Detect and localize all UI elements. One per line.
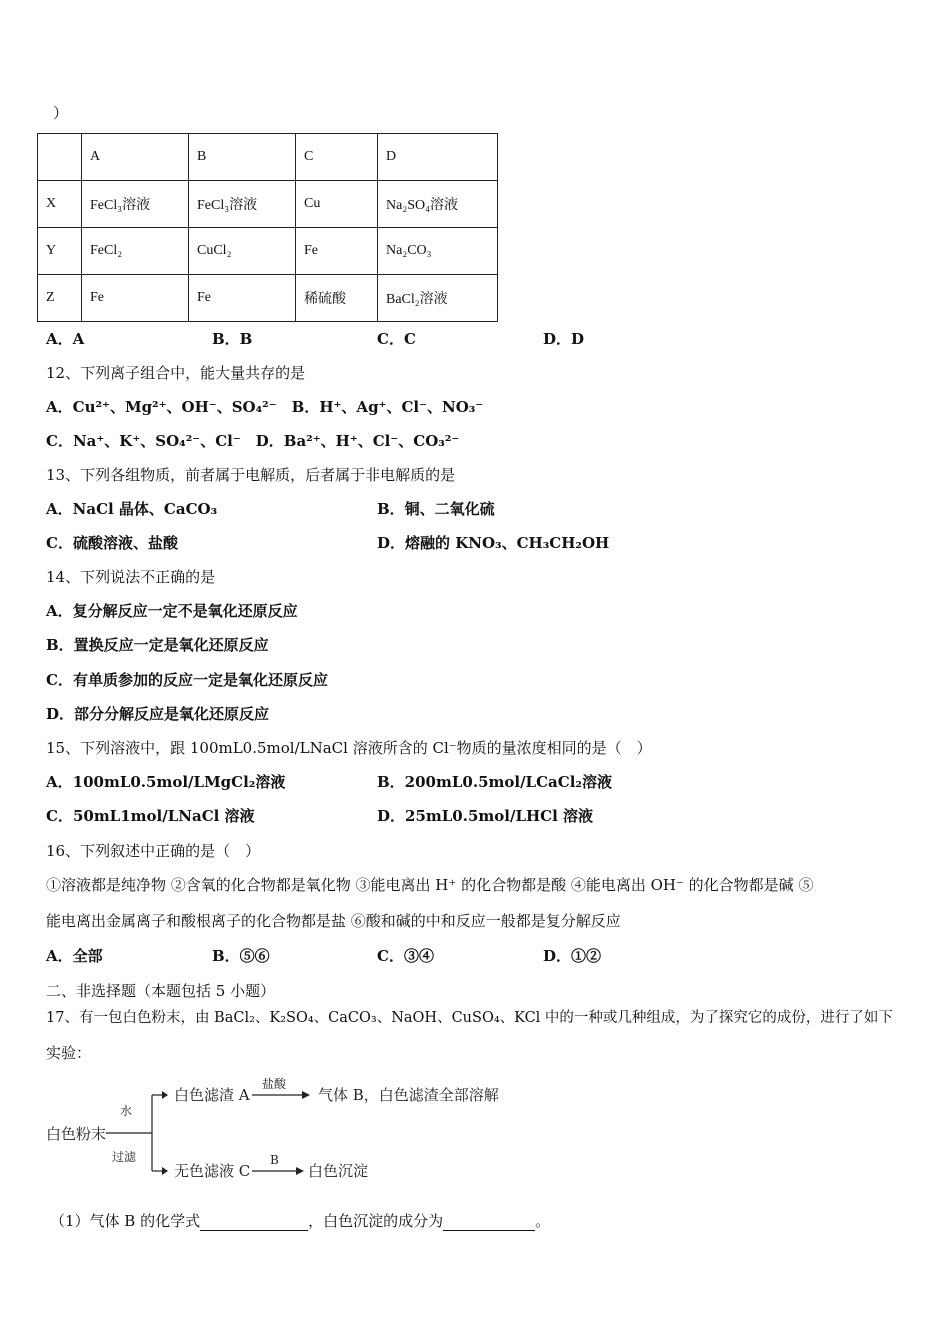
table-cell: BaCl₂溶液: [378, 275, 498, 322]
q15-option-c: C．50mL1mol/LNaCl 溶液: [46, 807, 255, 825]
answer-blank-gas-b[interactable]: [200, 1212, 308, 1231]
q15-stem: 15、下列溶液中，跟 100mL0.5mol/LNaCl 溶液所含的 Cl⁻物质的量浓度相同的是（ ）: [46, 739, 652, 757]
table-cell: Na₂CO₃: [378, 228, 498, 275]
table-row: [38, 275, 498, 322]
table-row: [38, 134, 498, 181]
answer-blank-precipitate[interactable]: [443, 1212, 535, 1231]
q14-option-c: C．有单质参加的反应一定是氧化还原反应: [46, 671, 328, 689]
q17-sub1-text-b: ，白色沉淀的成分为: [308, 1212, 444, 1230]
table-cell: Y: [38, 228, 82, 275]
diagram-hcl-label: 盐酸: [262, 1077, 287, 1091]
table-row: [38, 228, 498, 275]
diagram-upper-arrowhead: [162, 1091, 168, 1099]
q11-option-d: D．D: [543, 330, 585, 348]
table-cell: Fe: [189, 275, 296, 322]
diagram-hcl-arrowhead: [302, 1091, 310, 1099]
table-cell: Na₂SO₄溶液: [378, 181, 498, 228]
table-cell: B: [189, 134, 296, 181]
diagram-filter-label: 过滤: [112, 1150, 137, 1164]
diagram-result1-label: 气体 B，白色滤渣全部溶解: [318, 1086, 499, 1104]
q14-option-d: D．部分分解反应是氧化还原反应: [46, 705, 270, 723]
q12-options-line2: C．Na⁺、K⁺、SO₄²⁻、Cl⁻ D．Ba²⁺、H⁺、Cl⁻、CO₃²⁻: [46, 432, 460, 450]
diagram-residue-label: 白色滤渣 A: [174, 1086, 250, 1104]
table-cell: Cu: [296, 181, 378, 228]
q17-sub1-text-a: （1）气体 B 的化学式: [50, 1212, 201, 1230]
table-cell: CuCl₂: [189, 228, 296, 275]
q11-options-table: [37, 133, 498, 322]
diagram-b-arrowhead: [296, 1167, 304, 1175]
table-cell: Fe: [296, 228, 378, 275]
experiment-flow-diagram: [40, 1075, 520, 1190]
q11-option-a: A．A: [46, 330, 85, 348]
q13-option-b: B．铜、二氧化硫: [377, 500, 495, 518]
q17-sub1: [50, 1210, 550, 1231]
q11-option-c: C．C: [377, 330, 416, 348]
table-cell: FeCl₃溶液: [82, 181, 189, 228]
diagram-lower-arrowhead: [162, 1167, 168, 1175]
q14-option-b: B．置换反应一定是氧化还原反应: [46, 636, 269, 654]
table-cell: C: [296, 134, 378, 181]
q16-option-d: D．①②: [543, 947, 602, 965]
section-heading: 二、非选择题（本题包括 5 小题）: [46, 982, 276, 1000]
table-cell: 稀硫酸: [296, 275, 378, 322]
diagram-reagent-b-label: B: [270, 1153, 279, 1167]
diagram-result2-label: 白色沉淀: [308, 1162, 369, 1180]
q16-body-line2: 能电离出金属离子和酸根离子的化合物都是盐 ⑥酸和碱的中和反应一般都是复分解反应: [46, 912, 621, 930]
q15-option-a: A．100mL0.5mol/LMgCl₂溶液: [46, 773, 286, 791]
q12-stem: 12、下列离子组合中，能大量共存的是: [46, 364, 306, 382]
diagram-water-label: 水: [120, 1104, 133, 1118]
q16-option-b: B．⑤⑥: [212, 947, 270, 965]
table-cell: [38, 134, 82, 181]
table-cell: FeCl₂: [82, 228, 189, 275]
table-cell: D: [378, 134, 498, 181]
q16-option-a: A．全部: [46, 947, 103, 965]
q17-sub1-text-c: 。: [535, 1212, 551, 1230]
q13-option-a: A．NaCl 晶体、CaCO₃: [46, 500, 218, 518]
q16-option-c: C．③④: [377, 947, 434, 965]
table-cell: X: [38, 181, 82, 228]
table-row: [38, 181, 498, 228]
q13-option-c: C．硫酸溶液、盐酸: [46, 534, 178, 552]
q14-stem: 14、下列说法不正确的是: [46, 568, 216, 586]
q13-stem: 13、下列各组物质，前者属于电解质，后者属于非电解质的是: [46, 466, 456, 484]
diagram-start-label: 白色粉末: [46, 1125, 107, 1143]
q17-stem-line2: 实验：: [46, 1044, 92, 1062]
diagram-filtrate-label: 无色滤液 C: [174, 1162, 251, 1180]
q16-stem: 16、下列叙述中正确的是（ ）: [46, 842, 261, 860]
table-cell: FeCl₃溶液: [189, 181, 296, 228]
q13-option-d: D．熔融的 KNO₃、CH₃CH₂OH: [377, 534, 610, 552]
q15-option-d: D．25mL0.5mol/LHCl 溶液: [377, 807, 594, 825]
q14-option-a: A．复分解反应一定不是氧化还原反应: [46, 602, 298, 620]
table-cell: A: [82, 134, 189, 181]
q11-stem-tail: ）: [53, 104, 69, 122]
q11-option-b: B．B: [212, 330, 253, 348]
q17-stem-line1: 17、有一包白色粉末，由 BaCl₂、K₂SO₄、CaCO₃、NaOH、CuSO₄、KCl 中的一种或几种组成，为了探究它的成份，进行了如下: [46, 1010, 893, 1026]
q12-options-line1: A．Cu²⁺、Mg²⁺、OH⁻、SO₄²⁻ B．H⁺、Ag⁺、Cl⁻、NO₃⁻: [46, 398, 484, 416]
table-cell: Z: [38, 275, 82, 322]
q15-option-b: B．200mL0.5mol/LCaCl₂溶液: [377, 773, 612, 791]
table-cell: Fe: [82, 275, 189, 322]
q16-body-line1: ①溶液都是纯净物 ②含氧的化合物都是氧化物 ③能电离出 H⁺ 的化合物都是酸 ④能电离出 OH⁻ 的化合物都是碱 ⑤: [46, 876, 814, 894]
